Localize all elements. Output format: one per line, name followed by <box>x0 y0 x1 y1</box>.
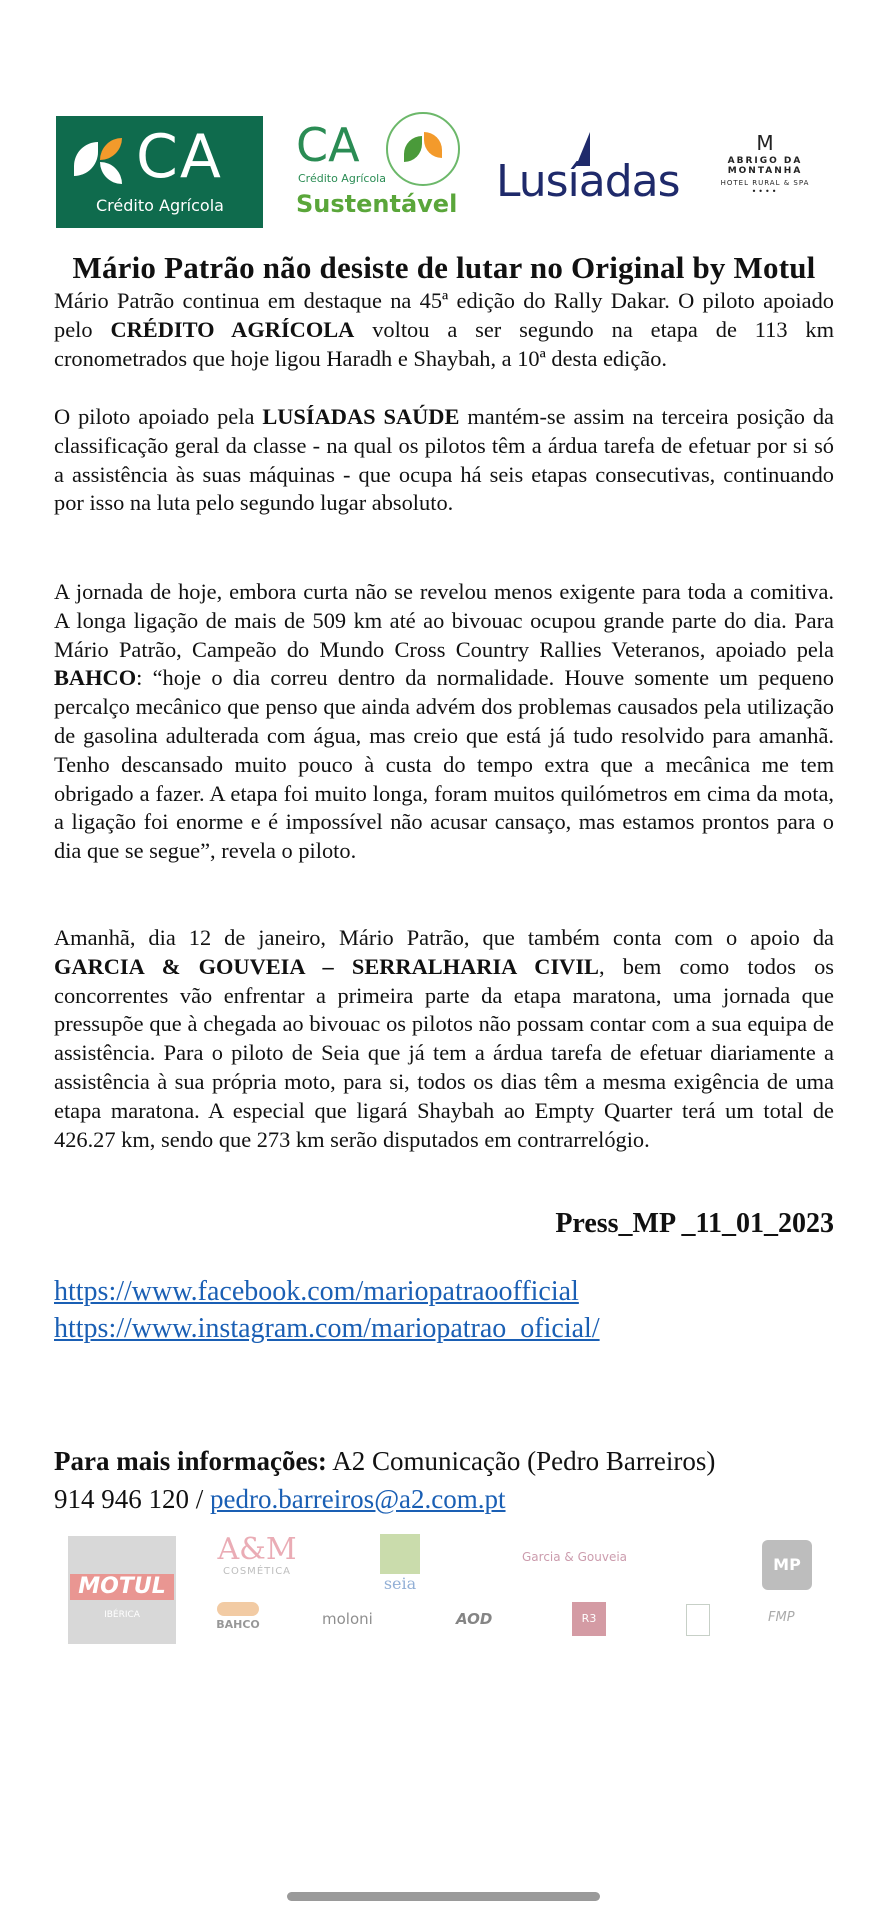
sponsor-name-bold: LUSÍADAS SAÚDE <box>262 404 460 429</box>
ca-sust-tagline: Sustentável <box>296 190 458 218</box>
aod-logo: AOD <box>456 1610 493 1628</box>
home-indicator[interactable] <box>287 1892 600 1901</box>
seia-logo <box>374 1534 426 1593</box>
paragraph-text: : “hoje o dia correu dentro da normalidade. Houve somente um pequeno percalço mecânico que penso que ainda advém dos problemas causados pela utilização de gasolina adulterada com água, mas creio que está já tudo resolvido para amanhã. Tenho descansado muito pouco à custa do tempo extra que a mecânica me tem obrigado a fazer. A etapa foi muito longa, foram muitos quilómetros em cima da mota, a ligação foi enorme e é impossível não acusar cansaço, mas estamos prontos para o dia que se segue”, revela o piloto. <box>54 665 834 864</box>
paragraph-text: voltou a ser segundo na etapa de 113 km cronometrados que hoje ligou Haradh e Shaybah, a 10ª desta edição. <box>54 316 835 371</box>
paragraph-text: mantém-se assim na terceira posição da classificação geral da classe - na qual os pilotos têm a árdua tarefa de efetuar por si só a assistência às suas máquinas - que ocupa há seis etapas consecutivas, continuando por isso na luta pelo segundo lugar absoluto. <box>54 404 834 516</box>
garcia-gouveia-logo: Garcia & Gouveia <box>522 1550 628 1564</box>
federation-badge-icon <box>686 1604 710 1636</box>
motul-logo <box>68 1536 176 1644</box>
sponsor-logos-footer <box>60 1530 830 1650</box>
facebook-link[interactable]: https://www.facebook.com/mariopatraoofficial <box>54 1276 579 1307</box>
bahco-logo-text: BAHCO <box>216 1618 260 1631</box>
motul-logo-text: MOTUL <box>70 1574 174 1600</box>
paragraph-text: O piloto apoiado pela <box>54 404 263 429</box>
moloni-logo: moloni <box>322 1610 373 1628</box>
contact-email-link[interactable]: pedro.barreiros@a2.com.pt <box>210 1484 506 1514</box>
credito-agricola-logo <box>56 116 263 228</box>
lusiadas-logo-text: Lusíadas <box>496 156 680 207</box>
article-title: Mário Patrão não desiste de lutar no Original by Motul <box>72 250 816 285</box>
paragraph-text: A jornada de hoje, embora curta não se revelou menos exigente para toda a comitiva. A longa ligação de mais de 509 km até ao bivouac ocupou grande parte do dia. Para Mário Patrão, Campeão do Mundo Cross Country Rallies Veteranos, apoiado pela <box>54 579 834 662</box>
r3-logo: R3 <box>572 1602 606 1636</box>
article-paragraph-4 <box>54 924 834 1154</box>
abrigo-logo-stars: •••• <box>751 187 779 196</box>
paragraph-text: , bem como todos os concorrentes vão enfrentar a primeira parte da etapa maratona, uma jornada que pressupõe que à chegada ao bivouac os pilotos não possam contar com a sua equipa de assistência. Para o piloto de Seia que já tem a árdua tarefa de efetuar diariamente a assistência à sua própria moto, para si, todos os dias têm a mesma exigência de uma etapa maratona. A especial que ligará Shaybah ao Empty Quarter terá um total de 426.27 km, sendo que 273 km serão disputados em contrarrelógio. <box>54 953 834 1152</box>
am-cosmetica-logo <box>212 1534 302 1580</box>
motul-logo-sub: IBÉRICA <box>104 1610 140 1620</box>
ca-logo-name: Crédito Agrícola <box>96 196 224 215</box>
abrigo-logo-name: ABRIGO DA MONTANHA <box>727 156 803 176</box>
article-paragraph-3 <box>54 578 834 866</box>
contact-label: Para mais informações: <box>54 1446 327 1476</box>
mp-logo: MP <box>762 1540 812 1590</box>
am-logo-sub: COSMÉTICA <box>222 1566 292 1577</box>
fmp-logo: FMP <box>768 1610 795 1625</box>
contact-info <box>54 1442 715 1518</box>
bahco-fish-icon <box>217 1602 259 1616</box>
ca-sustentavel-logo <box>294 106 494 230</box>
leaf-icon <box>100 162 122 184</box>
bahco-logo <box>208 1602 268 1636</box>
contact-agency: A2 Comunicação (Pedro Barreiros) <box>326 1446 716 1476</box>
ca-sust-name: Crédito Agrícola <box>298 172 386 185</box>
paragraph-text: Mário Patrão continua em destaque na 45ª edição do Rally Dakar. O piloto apoiado pelo <box>54 288 834 342</box>
instagram-link[interactable]: https://www.instagram.com/mariopatrao_oficial/ <box>54 1313 600 1344</box>
contact-phone: 914 946 120 / <box>54 1484 211 1514</box>
flower-icon <box>380 1534 420 1574</box>
am-logo-text: A&M <box>217 1532 297 1567</box>
seia-logo-text: seia <box>383 1574 417 1593</box>
abrigo-logo-mark: M <box>756 131 774 155</box>
sponsor-logos-header <box>54 106 834 236</box>
ca-logo-mark: CA <box>136 122 223 192</box>
leaf-cycle-icon <box>386 112 460 186</box>
sponsor-name-bold: BAHCO <box>54 665 137 691</box>
press-reference: Press_MP _11_01_2023 <box>555 1208 834 1239</box>
sponsor-name-bold: CRÉDITO AGRÍCOLA <box>110 316 355 342</box>
lusiadas-logo <box>496 132 680 212</box>
abrigo-da-montanha-logo <box>710 132 820 216</box>
article-paragraph-2 <box>54 403 834 518</box>
leaf-icon <box>100 138 122 160</box>
leaf-icon <box>74 142 98 176</box>
article-paragraph-1 <box>54 287 834 373</box>
paragraph-text: Amanhã, dia 12 de janeiro, Mário Patrão, que também conta com o apoio da <box>54 925 834 950</box>
ca-sust-mark: CA <box>296 118 360 172</box>
abrigo-logo-sub: HOTEL RURAL & SPA <box>720 179 810 187</box>
sponsor-name-bold: GARCIA & GOUVEIA – SERRALHARIA CIVIL <box>54 953 599 979</box>
